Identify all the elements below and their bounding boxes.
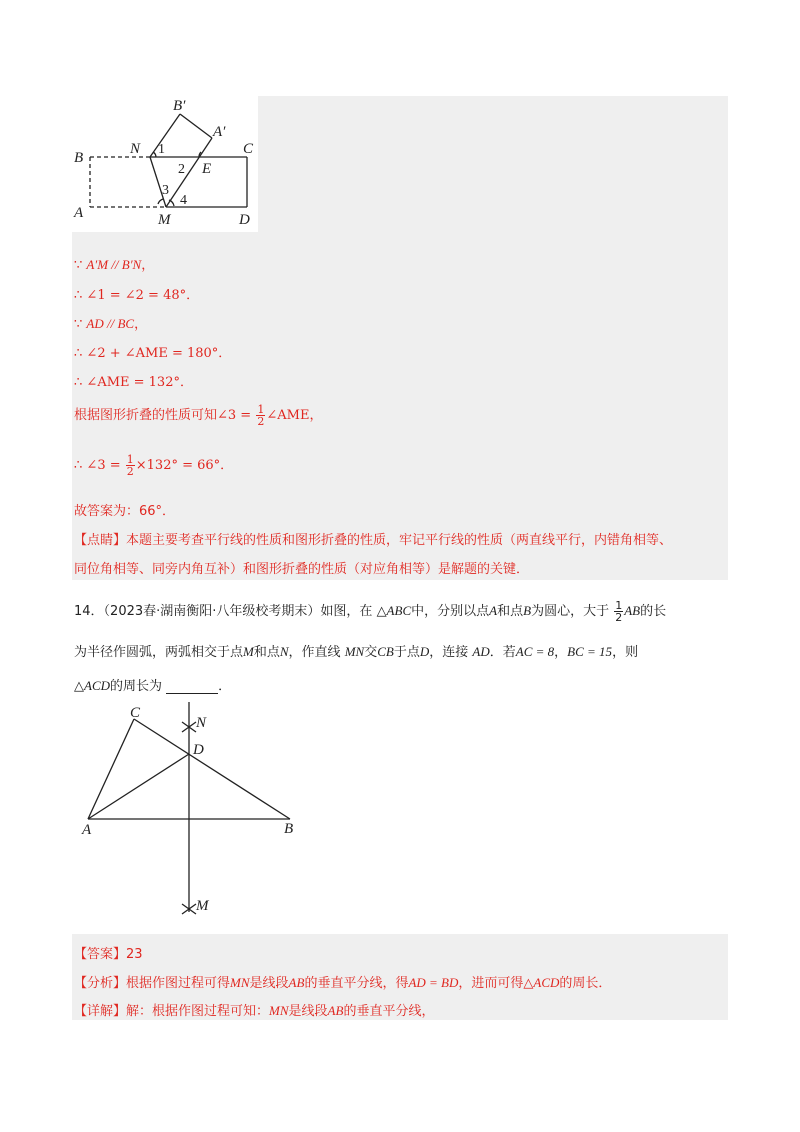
question-14-line-1: 14．（2023春·湖南衡阳·八年级校考期末）如图，在 △ABC中，分别以点A和点B为圆心，大于 $\frac{1}{2}$ AB的长 [74,599,667,624]
label-a-prime: A′ [213,124,226,140]
dianjing-line-2: 同位角相等、同旁内角互补）和图形折叠的性质（对应角相等）是解题的关键． [74,562,530,577]
fig2-label-a: A [82,822,92,838]
solution-line-1: ∵ A′M // B′N， [74,257,155,273]
triangle-figure [74,700,314,922]
answer-14: 【答案】23 [74,947,143,962]
label-n: N [130,141,141,157]
fold-figure [72,96,258,232]
fig2-label-b: B [284,821,294,837]
label-b-prime: B′ [173,98,186,114]
fig2-label-d: D [193,742,204,758]
angle-3: 3 [162,183,169,198]
fig2-label-c: C [130,705,141,721]
solution-line-5: ∴ ∠AME = 132°． [74,375,193,390]
solution-line-6: 根据图形折叠的性质可知∠3 = $\frac{1}{2}$ ∠AME， [74,403,323,428]
fig2-label-m: M [196,898,209,914]
dianjing-line-1: 【点睛】本题主要考查平行线的性质和图形折叠的性质，牢记平行线的性质（两直线平行，内错角相等、 [74,533,673,548]
detail-14: 【详解】解：根据作图过程可知：MN是线段AB的垂直平分线， [74,1003,435,1019]
angle-4: 4 [180,193,187,208]
analysis-14: 【分析】根据作图过程可得MN是线段AB的垂直平分线，得AD = BD，进而可得△ACD的周长． [74,975,612,991]
solution-line-7: ∴ ∠3 = $\frac{1}{2}$ ×132° = 66°． [74,453,234,478]
label-a: A [74,205,84,221]
question-14-line-2: 为半径作圆弧，两弧相交于点M和点N，作直线 MN交CB于点D，连接 AD．若AC = 8，BC = 15，则 [74,644,639,660]
label-d: D [239,212,250,228]
answer-blank[interactable] [166,681,218,694]
fig2-label-n: N [196,715,207,731]
answer-13: 故答案为：66°． [74,504,176,519]
solution-line-2: ∴ ∠1 = ∠2 = 48°． [74,288,200,303]
angle-1: 1 [158,142,165,157]
question-14-line-3: △ACD的周长为 ． [74,678,232,694]
angle-2: 2 [178,162,185,177]
solution-line-4: ∴ ∠2 + ∠AME = 180°． [74,346,232,361]
label-m: M [158,212,171,228]
label-c: C [243,141,254,157]
solution-line-3: ∵ AD // BC， [74,316,148,332]
label-e: E [202,161,212,177]
label-b: B [74,150,84,166]
